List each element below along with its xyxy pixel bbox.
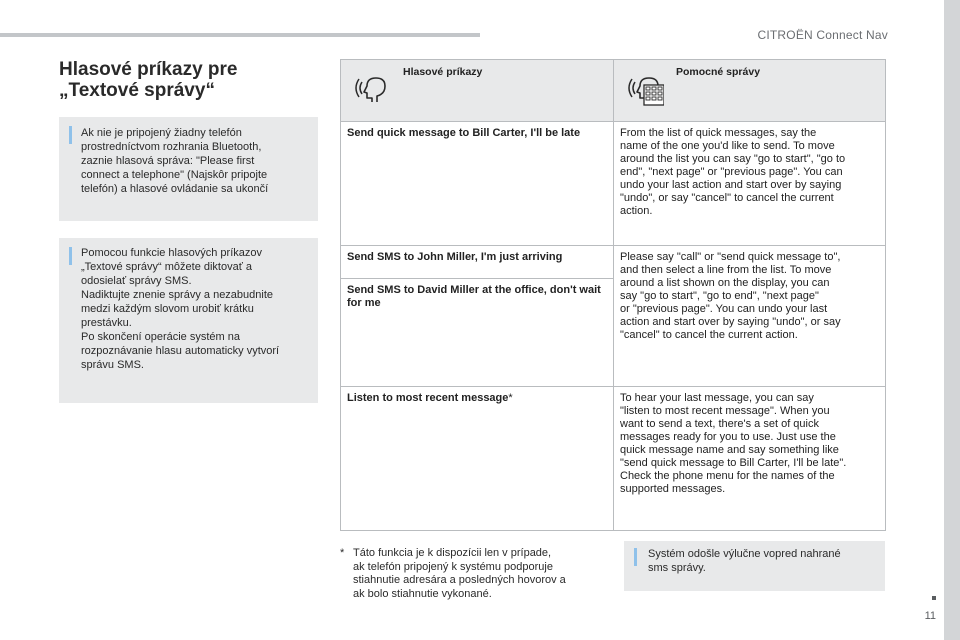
info-box-no-phone bbox=[59, 117, 318, 221]
table-header-row bbox=[341, 60, 886, 122]
page-number: 11 bbox=[924, 610, 936, 622]
page-title: Hlasové príkazy pre „Textové správy“ bbox=[59, 59, 238, 101]
info-marker bbox=[69, 247, 72, 265]
info-marker bbox=[69, 126, 72, 144]
command-cell: Send SMS to John Miller, I'm just arriving bbox=[341, 246, 614, 279]
command-cell: Send quick message to Bill Carter, I'll be late bbox=[341, 122, 614, 246]
info-text: Pomocou funkcie hlasových príkazov „Textové správy“ môžete diktovať a odosielať správy SMS. Nadiktujte znenie správy a nezabudnite medzi každým slovom urobiť krátku prestávku. Po skončení operácie systém na rozpoznávanie hlasu automaticky vytvorí správu SMS. bbox=[81, 247, 280, 371]
header-label: Pomocné správy bbox=[676, 66, 761, 78]
page-edge-bar bbox=[944, 0, 960, 640]
info-box-text-messages bbox=[59, 238, 318, 403]
command-cell: Send SMS to David Miller at the office, don't wait for me bbox=[341, 279, 614, 387]
info-box-sms-only bbox=[624, 541, 885, 591]
info-text: Systém odošle výlučne vopred nahrané sms správy. bbox=[648, 548, 841, 574]
page-dot bbox=[932, 596, 936, 600]
voice-command-icon bbox=[355, 72, 391, 108]
info-text: Ak nie je pripojený žiadny telefón prostredníctvom rozhrania Bluetooth, zaznie hlasová správa: "Please first connect a telephone" (Najskôr pripojte telefón) a hlasové ovládanie sa ukončí bbox=[81, 127, 269, 195]
footnote-mark: * bbox=[508, 392, 513, 404]
command-cell bbox=[341, 387, 614, 531]
footnote-text: Táto funkcia je k dispozícii len v prípade, ak telefón pripojený k systému podporuje stiahnutie adresára a posledných hovorov a ak bolo stiahnutie vykonané. bbox=[353, 547, 566, 600]
header-help-messages bbox=[614, 60, 886, 122]
table-row bbox=[341, 387, 886, 531]
header-divider-bar bbox=[0, 33, 480, 37]
command-text: Listen to most recent message bbox=[347, 392, 509, 404]
help-cell: To hear your last message, you can say "listen to most recent message". When you want to send a text, there's a set of quick messages ready for you to use. Just use the quick message name and say something like "send quick message to Bill Carter, I'll be late". Check the phone menu for the names of the supported messages. bbox=[614, 387, 886, 531]
footnote-mark: * bbox=[340, 547, 345, 559]
info-marker bbox=[634, 548, 637, 566]
header-brand: CITROËN Connect Nav bbox=[757, 28, 888, 42]
header-label: Hlasové príkazy bbox=[403, 66, 483, 78]
voice-help-keypad-icon bbox=[628, 72, 664, 108]
table-row bbox=[341, 122, 886, 246]
voice-commands-table bbox=[340, 59, 886, 531]
table-row bbox=[341, 246, 886, 279]
help-cell: From the list of quick messages, say the name of the one you'd like to send. To move around the list you can say "go to start", "go to end", "next page" or "previous page". You can undo your last action and start over by saying "undo", or say "cancel" to cancel the current action. bbox=[614, 122, 886, 246]
help-cell: Please say "call" or "send quick message to", and then select a line from the list. To move around a list shown on the display, you can say "go to start", "go to end", "next page" or "previous page". You can undo your last action and start over by saying "undo", or say "cancel" to cancel the current action. bbox=[614, 246, 886, 387]
header-voice-commands bbox=[341, 60, 614, 122]
